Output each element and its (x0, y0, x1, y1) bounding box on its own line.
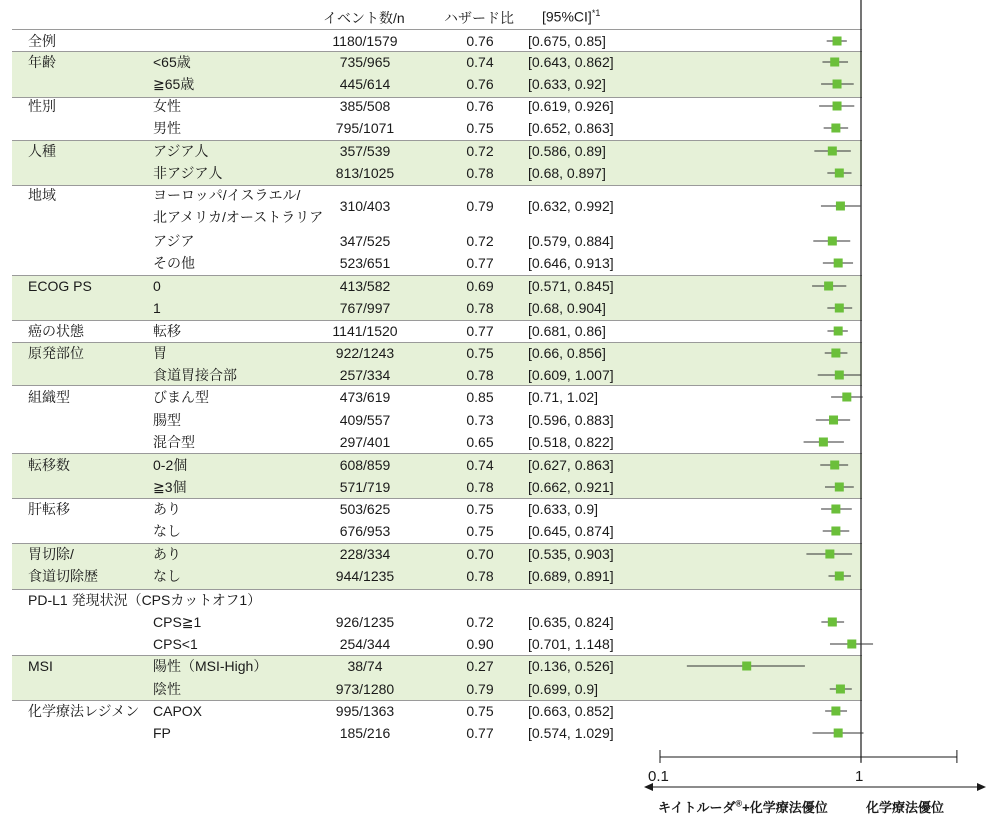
subgroup-category: 年齢 (28, 54, 56, 70)
hazard-ratio-marker (847, 640, 856, 649)
subgroup-label: 胃 (153, 345, 167, 361)
confidence-interval: [0.574, 1.029] (528, 725, 614, 741)
hazard-ratio: 0.77 (466, 255, 494, 271)
hazard-ratio: 0.75 (466, 703, 494, 719)
subgroup-label: 0-2個 (153, 457, 188, 473)
subgroup-category: MSI (28, 658, 53, 674)
confidence-interval: [0.68, 0.904] (528, 300, 606, 316)
confidence-interval: [0.609, 1.007] (528, 367, 614, 383)
hazard-ratio-marker (842, 393, 851, 402)
confidence-interval: [0.675, 0.85] (528, 33, 606, 49)
hazard-ratio-marker (825, 550, 834, 559)
subgroup-category: 全例 (28, 33, 56, 49)
confidence-interval: [0.663, 0.852] (528, 703, 614, 719)
hazard-ratio-marker (833, 102, 842, 111)
hazard-ratio: 0.65 (466, 434, 494, 450)
confidence-interval: [0.643, 0.862] (528, 54, 614, 70)
hazard-ratio-marker (834, 729, 843, 738)
favors-keytruda-name: キイトルーダ (658, 800, 736, 815)
confidence-interval: [0.535, 0.903] (528, 546, 614, 562)
hazard-ratio-marker (824, 282, 833, 291)
hazard-ratio: 0.27 (466, 658, 494, 674)
hazard-ratio: 0.75 (466, 120, 494, 136)
hazard-ratio-marker (828, 618, 837, 627)
subgroup-label: 女性 (153, 98, 181, 114)
hazard-ratio: 0.76 (466, 33, 494, 49)
events-n: 297/401 (339, 434, 391, 450)
events-n: 944/1235 (335, 568, 395, 584)
subgroup-category: 化学療法レジメン (28, 703, 140, 719)
events-n: 185/216 (339, 725, 391, 741)
hazard-ratio-marker (834, 259, 843, 268)
hazard-ratio: 0.75 (466, 523, 494, 539)
subgroup-category: 転移数 (28, 457, 70, 473)
confidence-interval: [0.579, 0.884] (528, 233, 614, 249)
confidence-interval: [0.662, 0.921] (528, 479, 614, 495)
subgroup-label: ≧65歳 (153, 76, 195, 92)
events-n: 38/74 (347, 658, 383, 674)
hazard-ratio-marker (829, 416, 838, 425)
events-n: 409/557 (339, 412, 391, 428)
hazard-ratio-marker (835, 483, 844, 492)
hazard-ratio-marker (830, 58, 839, 67)
events-n: 1141/1520 (332, 323, 398, 339)
subgroup-label: FP (153, 725, 171, 741)
confidence-interval: [0.596, 0.883] (528, 412, 614, 428)
events-n: 254/344 (339, 636, 391, 652)
subgroup-category: 地域 (28, 187, 56, 203)
events-n: 257/334 (339, 367, 391, 383)
hazard-ratio-marker (831, 527, 840, 536)
subgroup-label: アジア人 (153, 143, 209, 159)
confidence-interval: [0.68, 0.897] (528, 165, 606, 181)
hazard-ratio-marker (819, 438, 828, 447)
hazard-ratio-marker (834, 327, 843, 336)
confidence-interval: [0.518, 0.822] (528, 434, 614, 450)
hazard-ratio-marker (831, 124, 840, 133)
events-n: 922/1243 (335, 345, 395, 361)
subgroup-label: びまん型 (153, 389, 209, 405)
header-events-n: イベント数/n (323, 10, 405, 26)
subgroup-label: 転移 (153, 323, 181, 339)
hazard-ratio: 0.69 (466, 278, 494, 294)
subgroup-label-line2: 北アメリカ/オーストラリア (153, 209, 324, 225)
hazard-ratio: 0.79 (466, 681, 494, 697)
confidence-interval: [0.571, 0.845] (528, 278, 614, 294)
hazard-ratio-marker (831, 505, 840, 514)
hazard-ratio-marker (835, 371, 844, 380)
subgroup-label: なし (153, 523, 181, 539)
events-n: 385/508 (339, 98, 391, 114)
hazard-ratio: 0.78 (466, 479, 494, 495)
hazard-ratio: 0.74 (466, 54, 494, 70)
subgroup-label: 男性 (153, 120, 181, 136)
hazard-ratio-marker (742, 662, 751, 671)
events-n: 503/625 (339, 501, 391, 517)
confidence-interval: [0.586, 0.89] (528, 143, 606, 159)
hazard-ratio: 0.75 (466, 345, 494, 361)
confidence-interval: [0.632, 0.992] (528, 198, 614, 214)
hazard-ratio: 0.79 (466, 198, 494, 214)
hazard-ratio: 0.72 (466, 143, 494, 159)
header-ci-text: [95%CI] (542, 8, 592, 25)
events-n: 767/997 (339, 300, 391, 316)
hazard-ratio-marker (831, 707, 840, 716)
events-n: 795/1071 (335, 120, 395, 136)
confidence-interval: [0.645, 0.874] (528, 523, 614, 539)
hazard-ratio: 0.78 (466, 165, 494, 181)
hazard-ratio-marker (835, 572, 844, 581)
events-n: 926/1235 (335, 614, 395, 630)
hazard-ratio-marker (831, 349, 840, 358)
subgroup-category: 組織型 (28, 389, 70, 405)
confidence-interval: [0.619, 0.926] (528, 98, 614, 114)
hazard-ratio: 0.73 (466, 412, 494, 428)
hazard-ratio: 0.77 (466, 725, 494, 741)
subgroup-category: PD-L1 発現状況（CPSカットオフ1） (28, 592, 262, 608)
confidence-interval: [0.646, 0.913] (528, 255, 614, 271)
events-n: 413/582 (339, 278, 391, 294)
header-ci-footnote: *1 (591, 8, 601, 18)
hazard-ratio-marker (835, 304, 844, 313)
registered-mark: ® (735, 798, 743, 809)
subgroup-label: あり (153, 546, 181, 562)
events-n: 523/651 (339, 255, 391, 271)
confidence-interval: [0.635, 0.824] (528, 614, 614, 630)
subgroup-category: 性別 (28, 98, 56, 114)
subgroup-label: CAPOX (153, 703, 203, 719)
axis-tick-label-1: 1 (855, 768, 864, 785)
header-hazard-ratio: ハザード比 (444, 10, 514, 26)
subgroup-category: 胃切除/ (28, 546, 74, 562)
subgroup-label: CPS<1 (153, 636, 198, 652)
confidence-interval: [0.627, 0.863] (528, 457, 614, 473)
hazard-ratio: 0.74 (466, 457, 494, 473)
hazard-ratio: 0.78 (466, 367, 494, 383)
confidence-interval: [0.652, 0.863] (528, 120, 614, 136)
subgroup-label: 0 (153, 278, 161, 294)
subgroup-label: 陽性（MSI-High） (153, 658, 268, 674)
subgroup-label: 1 (153, 300, 161, 316)
subgroup-category: 食道切除歴 (28, 568, 98, 584)
events-n: 608/859 (339, 457, 391, 473)
events-n: 973/1280 (335, 681, 395, 697)
subgroup-label: 混合型 (153, 434, 195, 450)
favors-arrow-right-head (977, 783, 986, 791)
subgroup-label: ≧3個 (153, 479, 187, 495)
events-n: 347/525 (339, 233, 391, 249)
confidence-interval: [0.681, 0.86] (528, 323, 606, 339)
hazard-ratio-marker (836, 685, 845, 694)
subgroup-category: 癌の状態 (28, 323, 84, 339)
events-n: 445/614 (339, 76, 391, 92)
confidence-interval: [0.689, 0.891] (528, 568, 614, 584)
subgroup-label: 食道胃接合部 (153, 367, 237, 383)
events-n: 1180/1579 (332, 33, 398, 49)
hazard-ratio-marker (833, 37, 842, 46)
hazard-ratio: 0.78 (466, 568, 494, 584)
confidence-interval: [0.136, 0.526] (528, 658, 614, 674)
subgroup-label: その他 (153, 255, 195, 271)
confidence-interval: [0.633, 0.92] (528, 76, 606, 92)
subgroup-label: <65歳 (153, 54, 191, 70)
favors-keytruda-rest: +化学療法優位 (742, 800, 828, 815)
hazard-ratio: 0.75 (466, 501, 494, 517)
hazard-ratio-marker (828, 237, 837, 246)
hazard-ratio: 0.77 (466, 323, 494, 339)
hazard-ratio: 0.72 (466, 614, 494, 630)
confidence-interval: [0.699, 0.9] (528, 681, 599, 697)
events-n: 571/719 (339, 479, 391, 495)
hazard-ratio-marker (836, 202, 845, 211)
hazard-ratio-marker (828, 147, 837, 156)
subgroup-category: 人種 (28, 143, 56, 159)
subgroup-label: ヨーロッパ/イスラエル/ (153, 187, 301, 203)
subgroup-label: 腸型 (153, 412, 181, 428)
hazard-ratio: 0.76 (466, 76, 494, 92)
subgroup-label: アジア (153, 233, 195, 249)
subgroup-label: あり (153, 501, 181, 517)
hazard-ratio: 0.70 (466, 546, 494, 562)
confidence-interval: [0.71, 1.02] (528, 389, 599, 405)
events-n: 813/1025 (335, 165, 395, 181)
hazard-ratio: 0.90 (466, 636, 494, 652)
subgroup-label: CPS≧1 (153, 614, 202, 630)
axis-tick-label-0.1: 0.1 (648, 768, 669, 785)
events-n: 473/619 (339, 389, 391, 405)
hazard-ratio: 0.76 (466, 98, 494, 114)
subgroup-label: 陰性 (153, 681, 181, 697)
hazard-ratio: 0.85 (466, 389, 494, 405)
subgroup-label: なし (153, 568, 181, 584)
hazard-ratio: 0.78 (466, 300, 494, 316)
subgroup-label: 非アジア人 (153, 165, 223, 181)
hazard-ratio-marker (835, 169, 844, 178)
confidence-interval: [0.701, 1.148] (528, 636, 614, 652)
events-n: 735/965 (339, 54, 391, 70)
events-n: 676/953 (339, 523, 391, 539)
hazard-ratio: 0.72 (466, 233, 494, 249)
favors-chemo-label: 化学療法優位 (866, 800, 945, 815)
events-n: 357/539 (339, 143, 391, 159)
favors-keytruda-label (658, 797, 828, 816)
hazard-ratio-marker (830, 461, 839, 470)
events-n: 310/403 (339, 198, 391, 214)
subgroup-category: 肝転移 (28, 501, 70, 517)
hazard-ratio-marker (833, 80, 842, 89)
events-n: 995/1363 (335, 703, 395, 719)
subgroup-category: ECOG PS (28, 278, 92, 294)
confidence-interval: [0.66, 0.856] (528, 345, 606, 361)
confidence-interval: [0.633, 0.9] (528, 501, 599, 517)
events-n: 228/334 (339, 546, 391, 562)
subgroup-category: 原発部位 (28, 345, 84, 361)
